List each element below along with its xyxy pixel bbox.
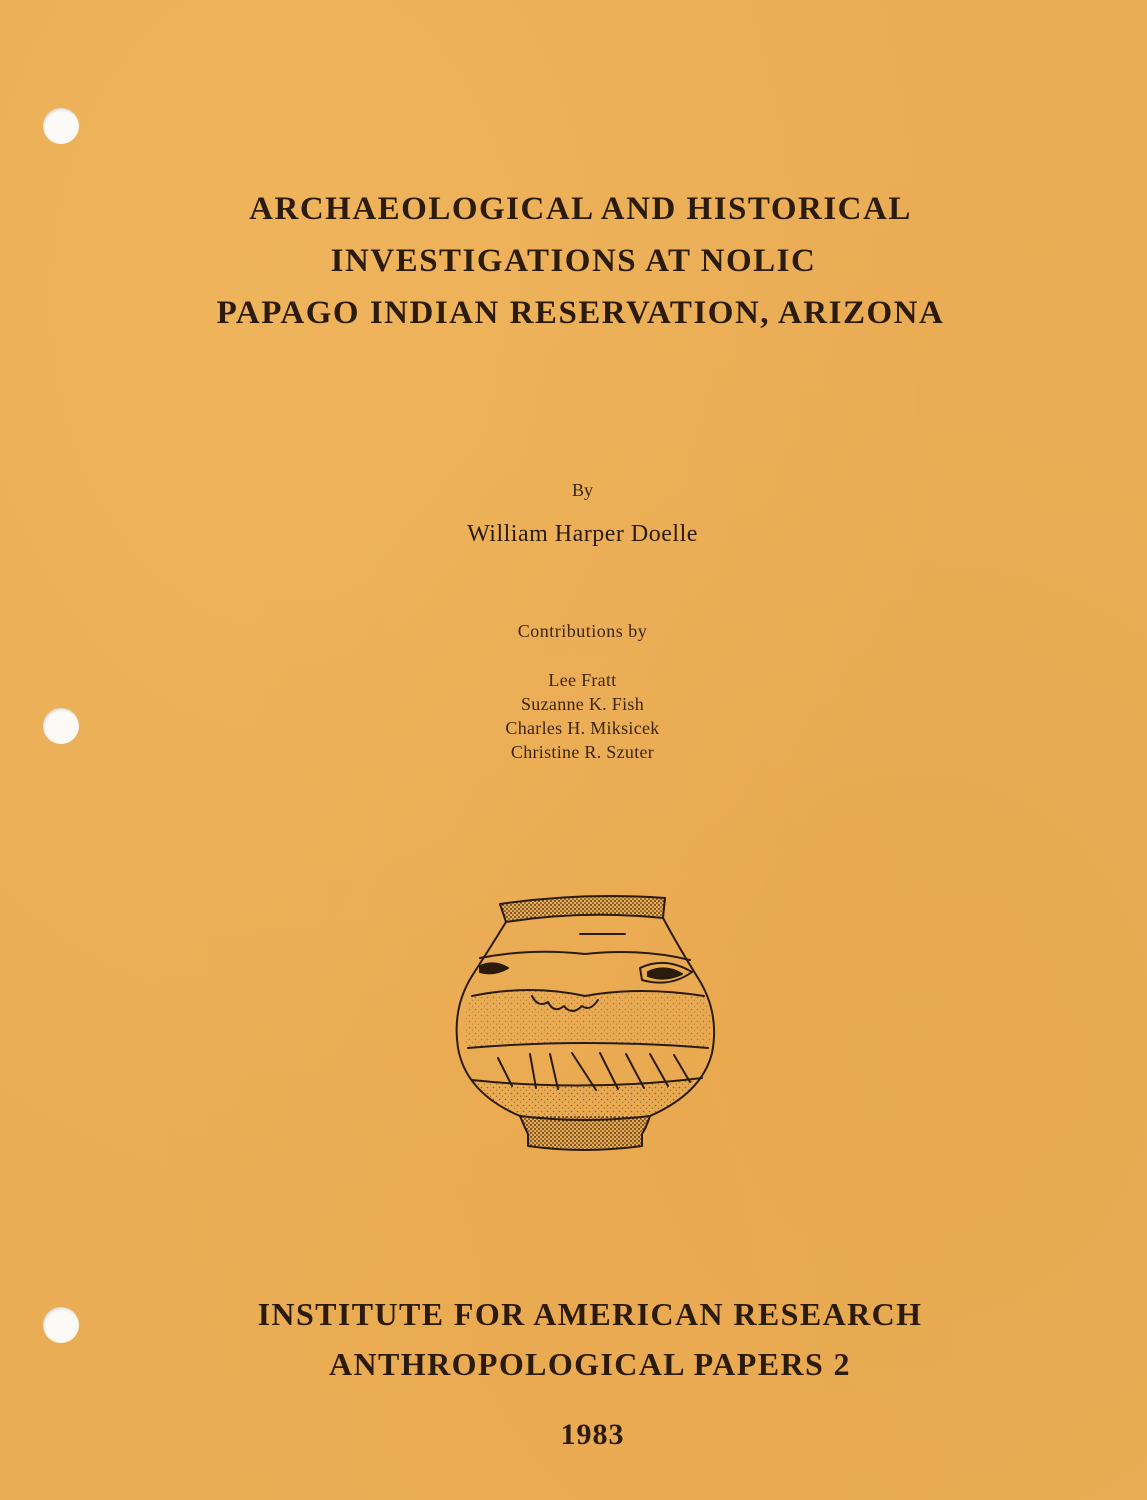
author-name: William Harper Doelle	[467, 521, 698, 547]
contributions-label: Contributions by	[517, 621, 648, 641]
title-line-1: ARCHAEOLOGICAL AND HISTORICAL	[249, 191, 912, 227]
contributor-name: Lee Fratt	[548, 670, 617, 690]
punch-hole-top	[43, 108, 79, 144]
contributor-name: Christine R. Szuter	[510, 742, 655, 762]
report-title	[0, 183, 1147, 339]
series-line-2: ANTHROPOLOGICAL PAPERS 2	[329, 1346, 851, 1382]
by-label: By	[571, 480, 593, 500]
series-name	[0, 1289, 1147, 1389]
contributor-list	[0, 668, 1147, 764]
title-line-2: INVESTIGATIONS AT NOLIC	[330, 243, 817, 279]
contributor-name: Charles H. Miksicek	[505, 718, 660, 738]
publication-year: 1983	[560, 1418, 625, 1451]
contributor-name: Suzanne K. Fish	[521, 694, 644, 714]
title-line-3: PAPAGO INDIAN RESERVATION, ARIZONA	[216, 295, 945, 331]
pottery-jar-icon	[450, 888, 725, 1158]
series-line-1: INSTITUTE FOR AMERICAN RESEARCH	[257, 1296, 923, 1332]
